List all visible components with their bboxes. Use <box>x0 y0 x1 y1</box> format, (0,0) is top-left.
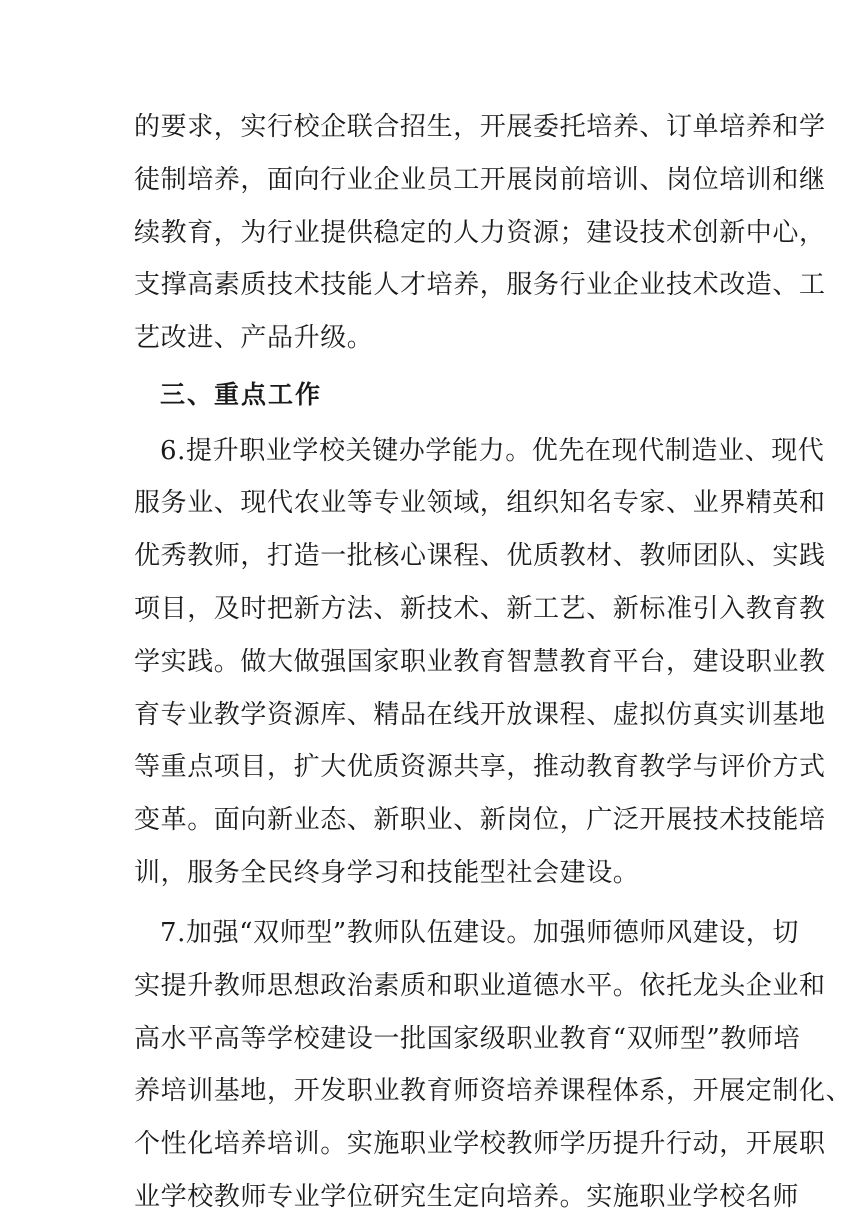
paragraph-line: 的要求，实行校企联合招生，开展委托培养、订单培养和学 <box>134 112 826 142</box>
paragraph-line: 养培训基地，开发职业教育师资培养课程体系，开展定制化、 <box>134 1076 853 1106</box>
paragraph-line: 徒制培养，面向行业企业员工开展岗前培训、岗位培训和继 <box>134 165 826 195</box>
paragraph-line: 6.提升职业学校关键办学能力。优先在现代制造业、现代 <box>160 436 825 466</box>
paragraph-line: 服务业、现代农业等专业领域，组织知名专家、业界精英和 <box>134 488 826 518</box>
paragraph-line: 学实践。做大做强国家职业教育智慧教育平台，建设职业教 <box>134 647 826 677</box>
paragraph-line: 变革。面向新业态、新职业、新岗位，广泛开展技术技能培 <box>134 805 826 835</box>
paragraph-line: 续教育，为行业提供稳定的人力资源；建设技术创新中心， <box>134 218 826 248</box>
paragraph-line: 业学校教师专业学位研究生定向培养。实施职业学校名师 <box>134 1182 800 1212</box>
paragraph-line: 项目，及时把新方法、新技术、新工艺、新标准引入教育教 <box>134 594 826 624</box>
paragraph-line: 训，服务全民终身学习和技能型社会建设。 <box>134 858 640 888</box>
paragraph-line: 艺改进、产品升级。 <box>134 323 374 353</box>
paragraph-line: 育专业教学资源库、精品在线开放课程、虚拟仿真实训基地 <box>134 700 826 730</box>
paragraph-line: 实提升教师思想政治素质和职业道德水平。依托龙头企业和 <box>134 971 826 1001</box>
paragraph-line: 高水平高等学校建设一批国家级职业教育“双师型”教师培 <box>134 1024 801 1054</box>
section-heading: 三、重点工作 <box>160 380 323 409</box>
paragraph-line: 个性化培养培训。实施职业学校教师学历提升行动，开展职 <box>134 1129 826 1159</box>
paragraph-line: 优秀教师，打造一批核心课程、优质教材、教师团队、实践 <box>134 541 826 571</box>
paragraph-line: 7.加强“双师型”教师队伍建设。加强师德师风建设，切 <box>160 918 799 948</box>
paragraph-line: 等重点项目，扩大优质资源共享，推动教育教学与评价方式 <box>134 752 826 782</box>
paragraph-line: 支撑高素质技术技能人才培养，服务行业企业技术改造、工 <box>134 270 826 300</box>
